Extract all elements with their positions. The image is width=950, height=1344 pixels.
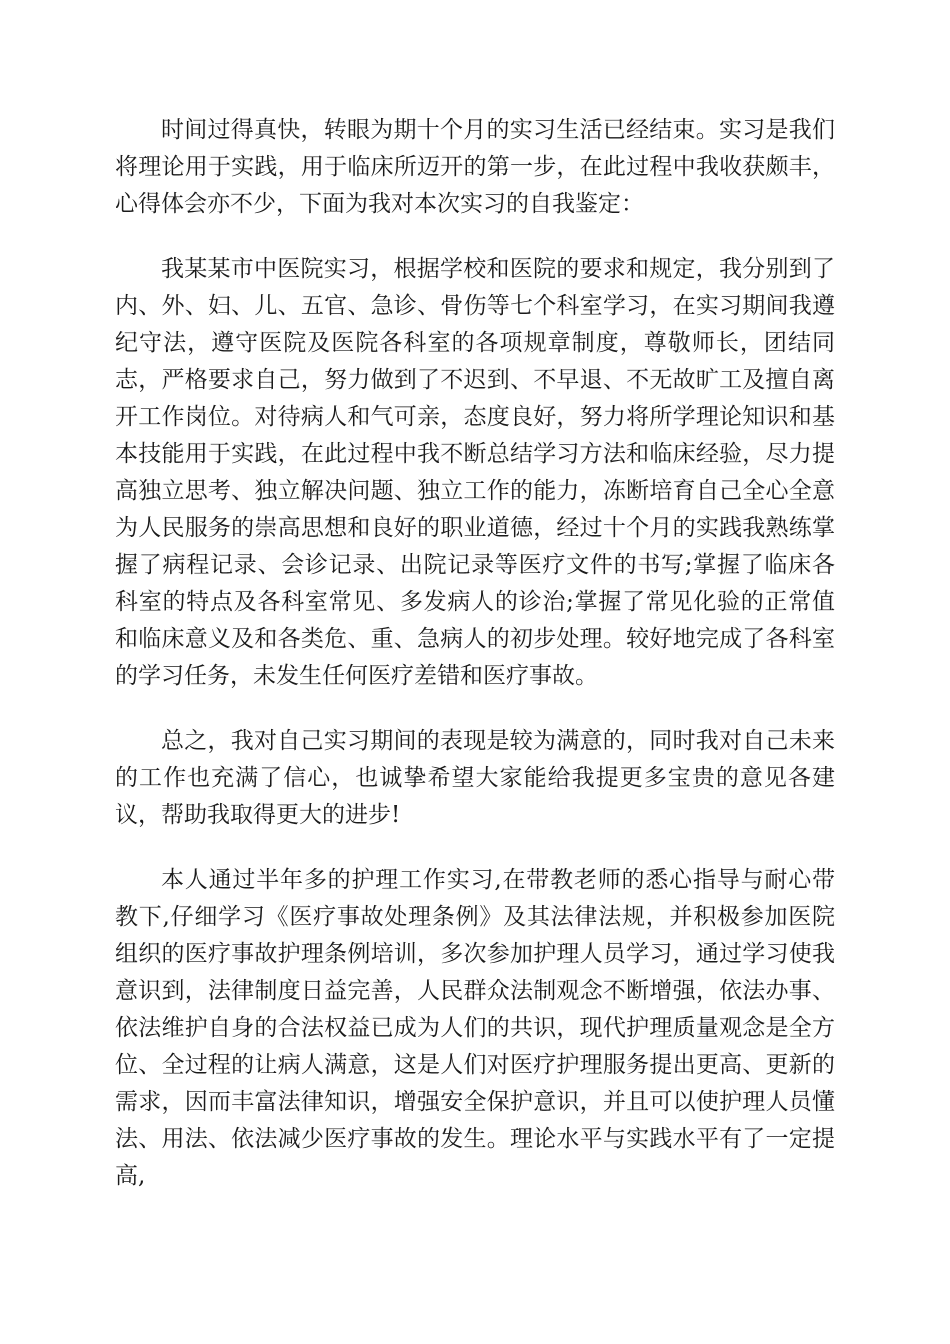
paragraph-intro: 时间过得真快，转眼为期十个月的实习生活已经结束。实习是我们将理论用于实践，用于临床所迈开的第一步，在此过程中我收获颇丰，心得体会亦不少，下面为我对本次实习的自我鉴定： [115,117,835,217]
paragraph-summary: 总之，我对自己实习期间的表现是较为满意的，同时我对自己未来的工作也充满了信心，也诚挚希望大家能给我提更多宝贵的意见各建议，帮助我取得更大的进步! [115,728,835,828]
document-page [115,112,835,1223]
paragraph-internship: 我某某市中医院实习，根据学校和医院的要求和规定，我分别到了内、外、妇、儿、五官、急诊、骨伤等七个科室学习，在实习期间我遵纪守法，遵守医院及医院各科室的各项规章制度，尊敬师长，团结同志，严格要求自己，努力做到了不迟到、不早退、不无故旷工及擅自离开工作岗位。对待病人和气可亲，态度良好，努力将所学理论知识和基本技能用于实践，在此过程中我不断总结学习方法和临床经验，尽力提高独立思考、独立解决问题、独立工作的能力，冻断培育自己全心全意为人民服务的崇高思想和良好的职业道德，经过十个月的实践我熟练掌握了病程记录、会诊记录、出院记录等医疗文件的书写;掌握了临床各科室的特点及各科室常见、多发病人的诊治;掌握了常见化验的正常值和临床意义及和各类危、重、急病人的初步处理。较好地完成了各科室的学习任务，未发生任何医疗差错和医疗事故。 [115,256,835,689]
paragraph-nursing: 本人通过半年多的护理工作实习,在带教老师的悉心指导与耐心带教下,仔细学习《医疗事故处理条例》及其法律法规，并积极参加医院组织的医疗事故护理条例培训，多次参加护理人员学习，通过学习使我意识到，法律制度日益完善，人民群众法制观念不断增强，依法办事、依法维护自身的合法权益已成为人们的共识，现代护理质量观念是全方位、全过程的让病人满意，这是人们对医疗护理服务提出更高、更新的需求，因而丰富法律知识，增强安全保护意识，并且可以使护理人员懂法、用法、依法减少医疗事故的发生。理论水平与实践水平有了一定提高, [115,867,835,1189]
